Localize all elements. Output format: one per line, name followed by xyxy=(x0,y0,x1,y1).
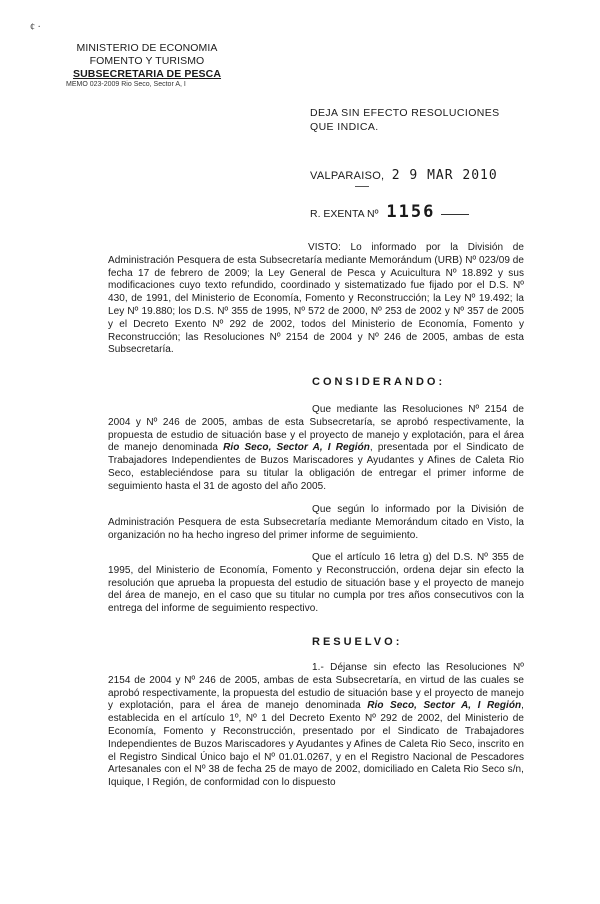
resuelvo-paragraph-1 xyxy=(108,662,524,790)
considerando-paragraph-1 xyxy=(108,404,524,494)
area-name-bold-2: Rio Seco, Sector A, I Región xyxy=(367,700,522,712)
resuelvo-1-text-b: , establecida en el artículo 1º, Nº 1 del Decreto Exento Nº 292 de 2002, del Ministerio de Economía, Fomento y Reconstrucción, presentado por el Sindicato de Trabajadores Independientes de Buzos Mariscadores y Ayudantes y Afines de Caleta Rio Seco, inscrito en el Registro Sindical Único bajo el Nº 01.01.0267, y en el Registro Nacional de Pescadores Artesanales con el Nº 38 de fecha 25 de mayo de 2002, domiciliado en Caleta Rio Seco s/n, Iquique, I Región, de conformidad con lo dispuesto xyxy=(108,700,524,789)
considerando-heading: CONSIDERANDO: xyxy=(312,376,446,388)
ministry-line-2: FOMENTO Y TURISMO xyxy=(89,55,205,67)
subsecretaria-name: SUBSECRETARIA DE PESCA xyxy=(72,68,222,80)
resolution-number xyxy=(310,202,469,222)
considerando-2-lead: Que según lo informado por la División de xyxy=(312,504,524,515)
visto-lead: VISTO: xyxy=(308,242,341,253)
visto-paragraph xyxy=(108,242,524,357)
resuelvo-1-lead: 1.- Déjanse sin efecto las Resoluciones Nº xyxy=(312,662,524,673)
considerando-3-lead: Que el artículo 16 letra g) del D.S. Nº 355 xyxy=(312,552,509,563)
considerando-1-lead: Que mediante las Resoluciones Nº 2154 de xyxy=(312,404,524,415)
place-date xyxy=(310,168,498,183)
considerando-2-text: Administración Pesquera de esta Subsecretaría mediante Memorándum citado en Visto, la organización no ha hecho ingreso del primer informe de seguimiento. xyxy=(108,516,524,541)
date-stamp: 2 9 MAR 2010 xyxy=(391,168,498,183)
considerando-paragraph-2 xyxy=(108,504,524,542)
considerando-3-text: de 1995, del Ministerio de Economía, Fomento y Reconstrucción, ordena dejar sin efecto la resolución que aprueba la propuesta del estudio de situación base y el proyecto de manejo del área de manejo, en el caso que su titular no cumpla por tres años consecutivos con la entrega del informe de seguimiento respectivo. xyxy=(108,552,524,615)
considerando-1-text-a: 2004 y Nº 246 de 2005, ambas de esta Subsecretaría, se aprobó respectivamente, la propuesta de estudio de situación base y el proyecto de manejo y explotación, para el área de manejo denominada xyxy=(108,416,524,454)
visto-text: Lo informado por la División de Administración Pesquera de esta Subsecretaría mediante Memorándum (URB) Nº 023/09 de fecha 17 de febrero de 2009; la Ley General de Pesca y Acuicultura Nº 18.892 y sus modificaciones cuyo texto refundido, coordinado y sistematizado fue fijado por el D.S. Nº 430, de 1991, del Ministerio de Economía, Fomento y Reconstrucción; la Ley Nº 19.492; la Ley Nº 19.880; los D.S. Nº 355 de 1995, Nº 572 de 2000, Nº 253 de 2002 y Nº 357 de 2005 y el Decreto Exento Nº 292 de 2002, todos del Ministerio de Economía, Fomento y Reconstrucción; las Resoluciones Nº 2154 de 2004 y Nº 246 de 2005, ambas de esta Subsecretaría. xyxy=(108,242,524,356)
memo-reference: MEMO 023-2009 Rio Seco, Sector A, I xyxy=(66,81,186,88)
place: VALPARAISO, xyxy=(310,170,385,182)
date-underline-mark xyxy=(355,186,369,187)
considerando-paragraph-3 xyxy=(108,552,524,616)
resuelvo-heading: RESUELVO: xyxy=(312,636,403,648)
resuelvo-1-text-a: 2154 de 2004 y Nº 246 de 2005, ambas de esta Subsecretaría, en virtud de las cuales se aprobó respectivamente, la propuesta del estudio de situación base y el proyecto de manejo y explotación, para el área de manejo denominada xyxy=(108,674,524,712)
considerando-1-text-b: , presentada por el Sindicato de Trabajadores Independientes de Buzos Mariscadores y Ayudantes y Afines de Caleta Rio Seco, estableciéndose para su titular la obligación de entregar el primer informe de seguimiento hasta el 31 de agosto del año 2005. xyxy=(108,442,524,492)
corner-mark: ¢ · xyxy=(30,22,41,33)
area-name-bold: Rio Seco, Sector A, I Región xyxy=(223,442,370,454)
subject-line: DEJA SIN EFECTO RESOLUCIONES QUE INDICA. xyxy=(310,107,500,133)
resolution-number-value: 1156 xyxy=(386,202,436,222)
number-underline xyxy=(441,214,469,215)
resolution-label: R. EXENTA Nº xyxy=(310,208,379,220)
letterhead xyxy=(62,42,232,81)
ministry-line-1: MINISTERIO DE ECONOMIA xyxy=(76,42,218,54)
